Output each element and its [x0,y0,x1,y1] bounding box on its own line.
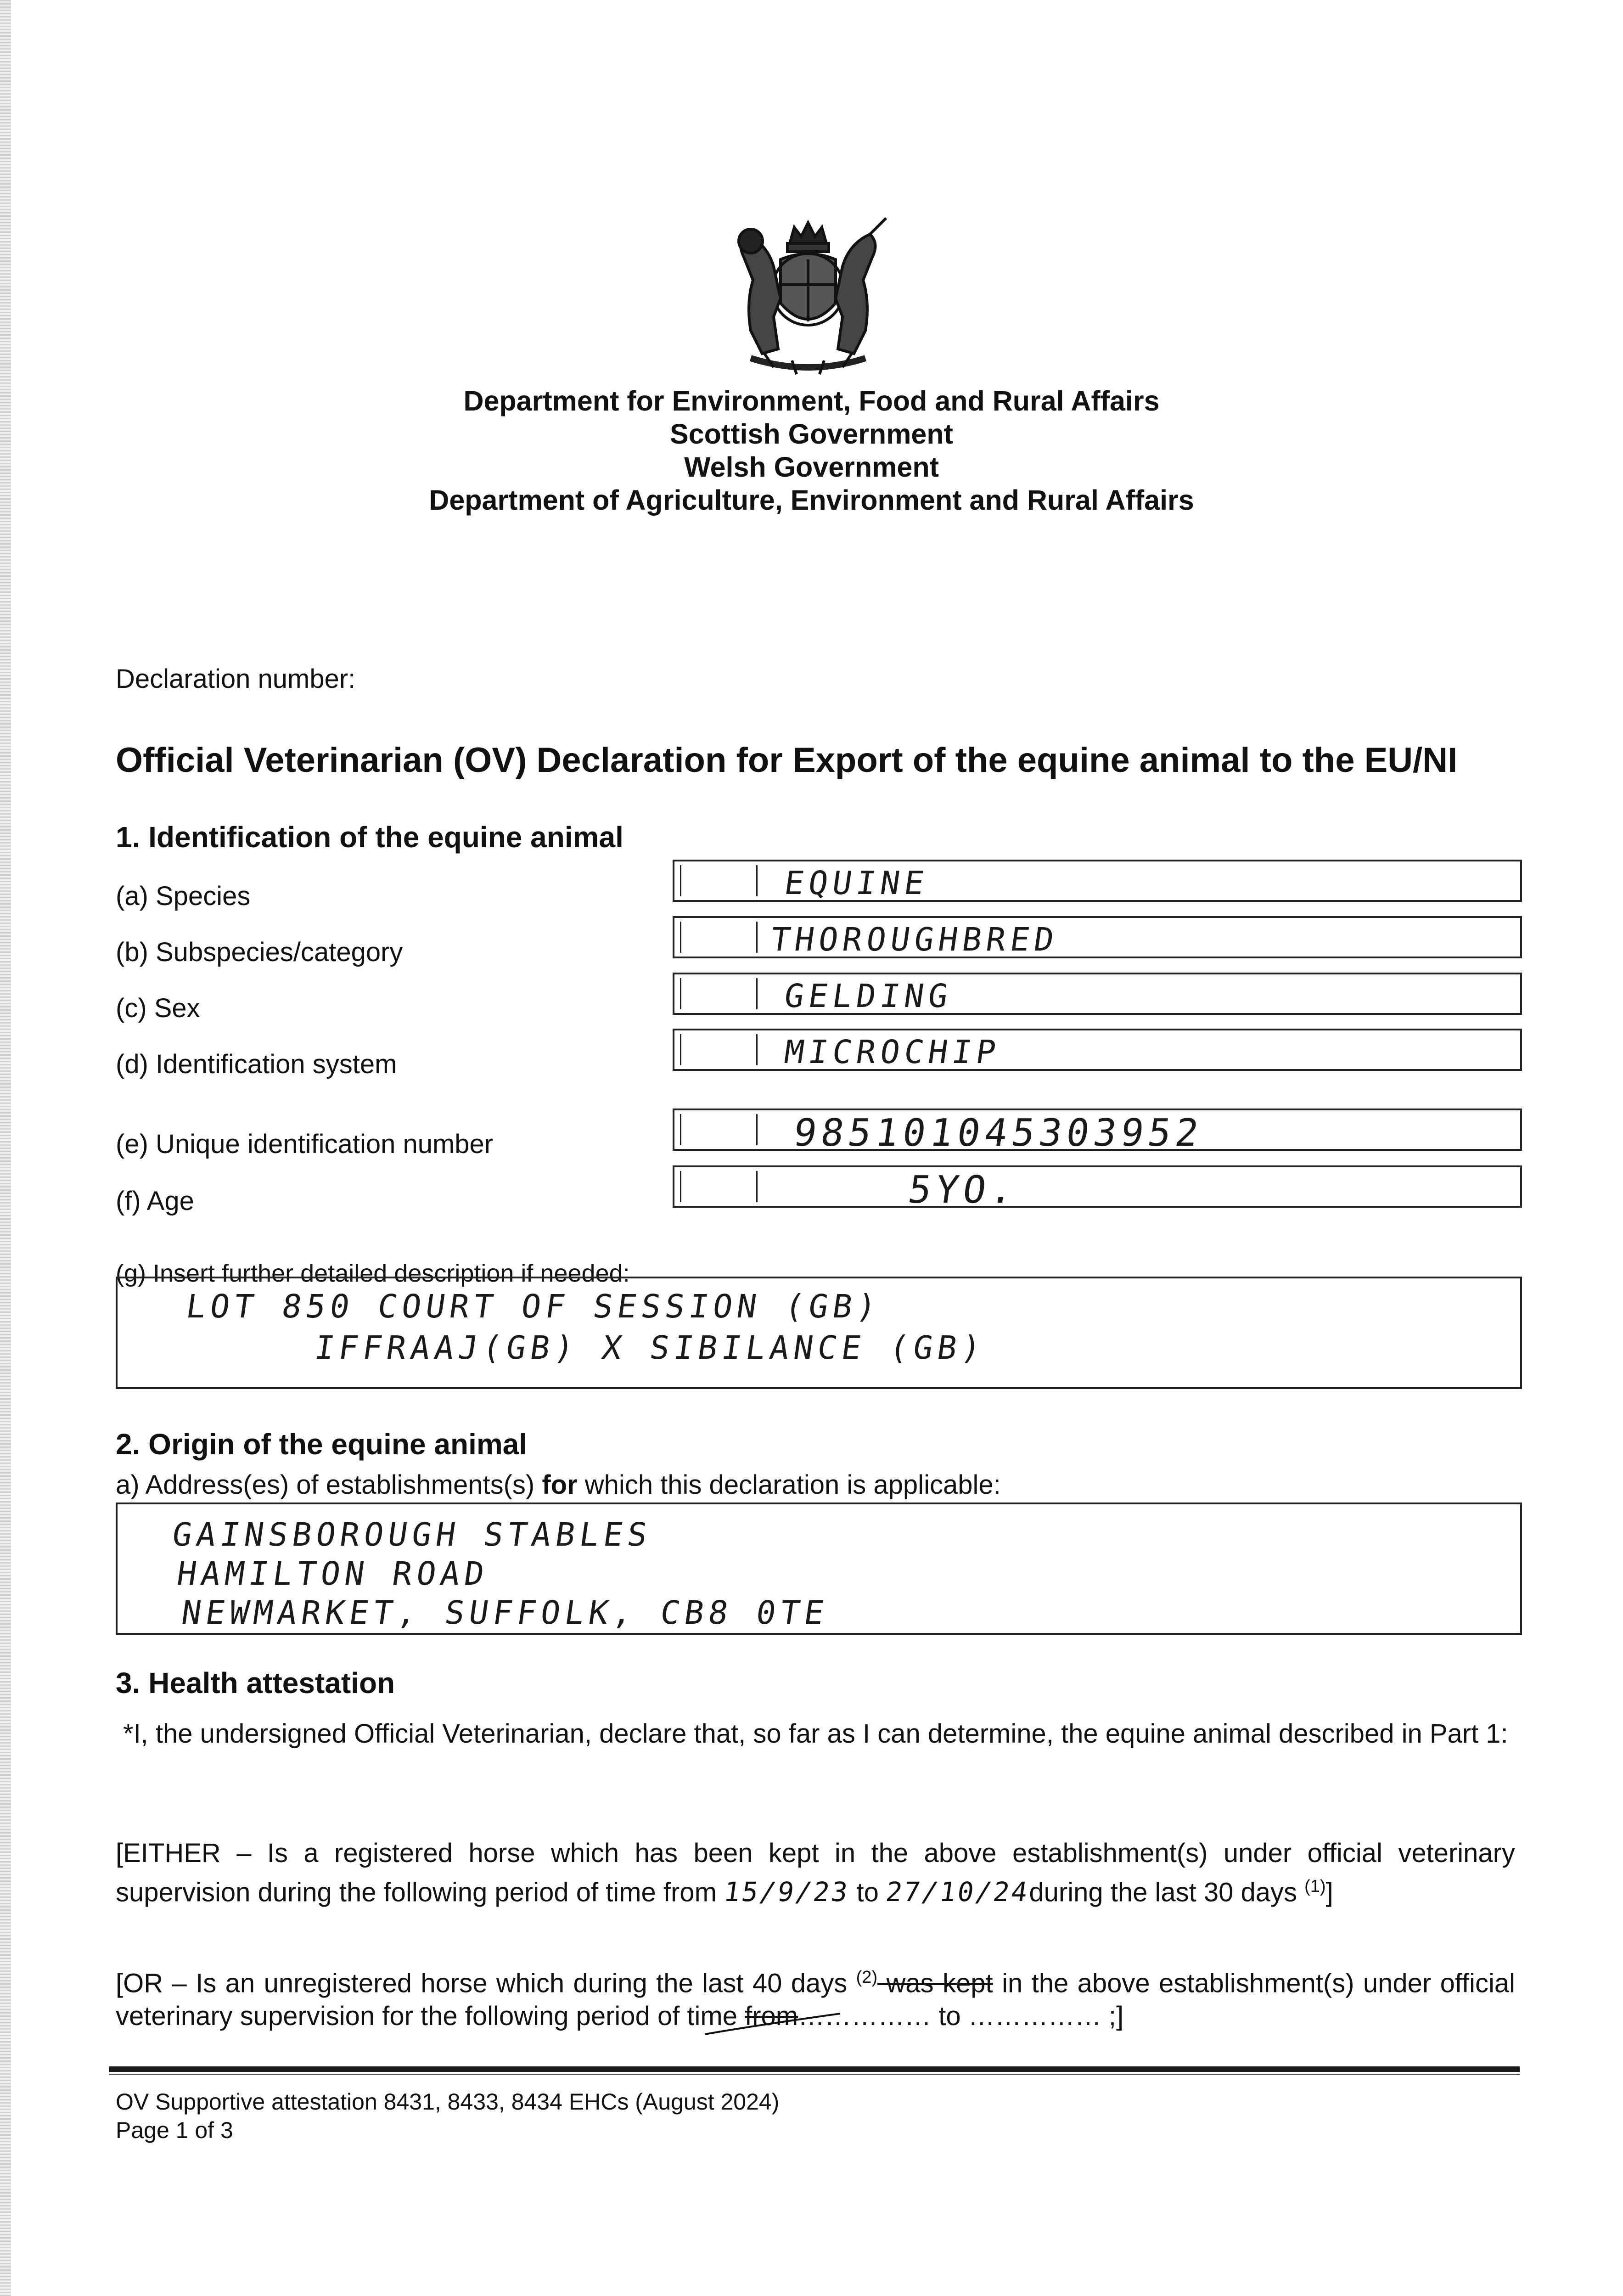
address-box [116,1503,1522,1635]
identification-system-field [673,1029,1522,1071]
footer-reference: OV Supportive attestation 8431, 8433, 8434 EHCs (August 2024) [116,2089,780,2115]
or-clause: [OR – Is an unregistered horse which during the last 40 days $^{(2)}$ was kept in the above establishment(s) under official veterinary supervision for the following period of time from…………… to …………… ;] [116,1968,1516,2032]
subspecies-value: THOROUGHBRED [768,921,1061,958]
subspecies-field [673,916,1522,958]
either-from-date: 15/9/23 [722,1876,852,1908]
footer-rule [109,2066,1520,2072]
further-description-line-1: LOT 850 COURT OF SESSION (GB) [184,1288,883,1325]
age-field [673,1165,1522,1212]
either-to-date: 27/10/24 [884,1876,1032,1908]
species-field [673,860,1522,902]
header-line-3: Welsh Government [684,451,939,483]
address-line-3: NEWMARKET, SUFFOLK, CB8 0TE [179,1594,831,1632]
section-3-heading: 3. Health attestation [116,1666,395,1699]
health-attestation-intro: *I, the undersigned Official Veterinarian, declare that, so far as I can determine, the equine animal described in Part 1: [123,1719,1508,1749]
unique-id-value: 985101045303952 [791,1111,1206,1155]
document-title: Official Veterinarian (OV) Declaration for Export of the equine animal to the EU/NI [116,741,1458,780]
royal-coat-of-arms-icon [719,216,898,377]
identification-system-value: MICROCHIP [782,1033,1003,1071]
further-description-label: (g) Insert further detailed description if needed: [116,1260,630,1287]
sex-field [673,973,1522,1015]
sex-value: GELDING [782,977,955,1015]
strike-stroke [702,2011,849,2039]
identification-system-label: (d) Identification system [116,1049,397,1079]
age-label: (f) Age [116,1186,194,1216]
section-1-heading: 1. Identification of the equine animal [116,821,623,854]
header-line-1: Department for Environment, Food and Rural Affairs [463,385,1160,416]
header-line-2: Scottish Government [670,418,953,450]
sex-label: (c) Sex [116,993,200,1023]
unique-id-label: (e) Unique identification number [116,1129,494,1159]
address-line-2: HAMILTON ROAD [174,1555,491,1593]
scan-edge [0,0,11,2296]
address-label: a) Address(es) of establishments(s) for which this declaration is applicable: [116,1470,1001,1500]
unique-id-field [673,1109,1522,1155]
header-line-4: Department of Agriculture, Environment and Rural Affairs [429,484,1194,516]
section-2-heading: 2. Origin of the equine animal [116,1428,528,1461]
footer-page-number: Page 1 of 3 [116,2117,233,2143]
species-label: (a) Species [116,881,251,911]
declaration-number-label: Declaration number: [116,664,356,694]
address-line-1: GAINSBOROUGH STABLES [170,1516,654,1553]
subspecies-label: (b) Subspecies/category [116,937,403,967]
further-description-line-2: IFFRAAJ(GB) X SIBILANCE (GB) [312,1329,988,1367]
further-description-box [116,1277,1522,1389]
age-value: 5YO. [905,1168,1021,1212]
footer-rule-thin [109,2074,1520,2075]
species-value: EQUINE [782,864,931,902]
either-clause: [EITHER – Is a registered horse which has been kept in the above establishment(s) under official veterinary supervision during the following period of time from 15/9/23 to 27/10/24during the last 30 days $^{(1)}$] [116,1838,1515,1908]
